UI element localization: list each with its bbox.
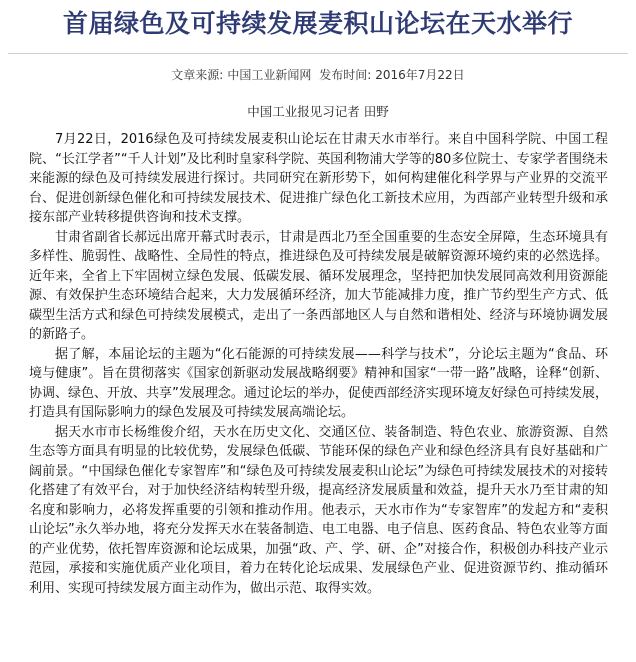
article-meta bbox=[0, 66, 636, 83]
paragraph-4: 据天水市市长杨维俊介绍，天水在历史文化、交通区位、装备制造、特色农业、旅游资源、自然生态等方面具有明显的比较优势，发展绿色低碳、节能环保的绿色产业和绿色经济具有良好基础和广阔前景。“中国绿色催化专家智库”和“绿色及可持续发展麦积山论坛”为绿色可持续发展技术的对接转化搭建了有效平台，对于加快经济结构转型升级，提高经济发展质量和效益，提升天水乃至甘肃的知名度和影响力，必将发挥重要的引领和推动作用。他表示，天水市作为“专家智库”的发起方和“麦积山论坛”永久举办地，将充分发挥天水在装备制造、电工电器、电子信息、医药食品、特色农业等方面的产业优势，依托智库资源和论坛成果，加强“政、产、学、研、企”对接合作，积极创办科技产业示范园，承接和实施优质产业化项目，着力在转化论坛成果、发展绿色产业、促进资源节约、推动循环利用、实现可持续发展方面主动作为，做出示范、取得实效。 bbox=[29, 424, 608, 596]
source-value: 中国工业新闻网 bbox=[227, 68, 312, 82]
time-value: 2016年7月22日 bbox=[375, 68, 465, 82]
paragraph-3: 据了解，本届论坛的主题为“化石能源的可持续发展——科学与技术”，分论坛主题为“食品、环境与健康”。旨在贯彻落实《国家创新驱动发展战略纲要》精神和国家“一带一路”战略，诠释“创新、协调、绿色、开放、共享”发展理念。通过论坛的举办，促使西部经济实现环境友好绿色可持续发展，打造具有国际影响力的绿色发展及可持续发展高端论坛。 bbox=[29, 346, 608, 420]
paragraph-2: 甘肃省副省长郝远出席开幕式时表示，甘肃是西北乃至全国重要的生态安全屏障，生态环境具有多样性、脆弱性、战略性、全局性的特点，推进绿色及可持续发展是破解资源环境约束的必然选择。近年来，全省上下牢固树立绿色发展、低碳发展、循环发展理念，坚持把加快发展同高效利用资源能源、有效保护生态环境结合起来，大力发展循环经济，加大节能减排力度，推广节约型生产方式、低碳型生活方式和绿色可持续发展模式，走出了一条西部地区人与自然和谐相处、经济与环境协调发展的新路子。 bbox=[29, 229, 608, 342]
time-label: 发布时间: bbox=[319, 68, 372, 82]
paragraph-1: 7月22日，2016绿色及可持续发展麦积山论坛在甘肃天水市举行。来自中国科学院、中国工程院、“长江学者”“千人计划”及比利时皇家科学院、英国利物浦大学等的80多位院士、专家学者围绕未来能源的绿色及可持续发展进行探讨。共同研究在新形势下，如何构建催化科学界与产业界的交流平台、促进创新绿色催化和可持续发展技术、促进推广绿色化工新技术应用，为西部产业转型升级和承接东部产业转移提供咨询和技术支撑。 bbox=[29, 132, 608, 225]
byline: 中国工业报见习记者 田野 bbox=[247, 104, 389, 119]
article-headline: 首届绿色及可持续发展麦积山论坛在天水举行 bbox=[62, 9, 573, 38]
headline-divider bbox=[8, 53, 628, 54]
article-body bbox=[29, 130, 608, 598]
source-label: 文章来源: bbox=[171, 68, 224, 82]
